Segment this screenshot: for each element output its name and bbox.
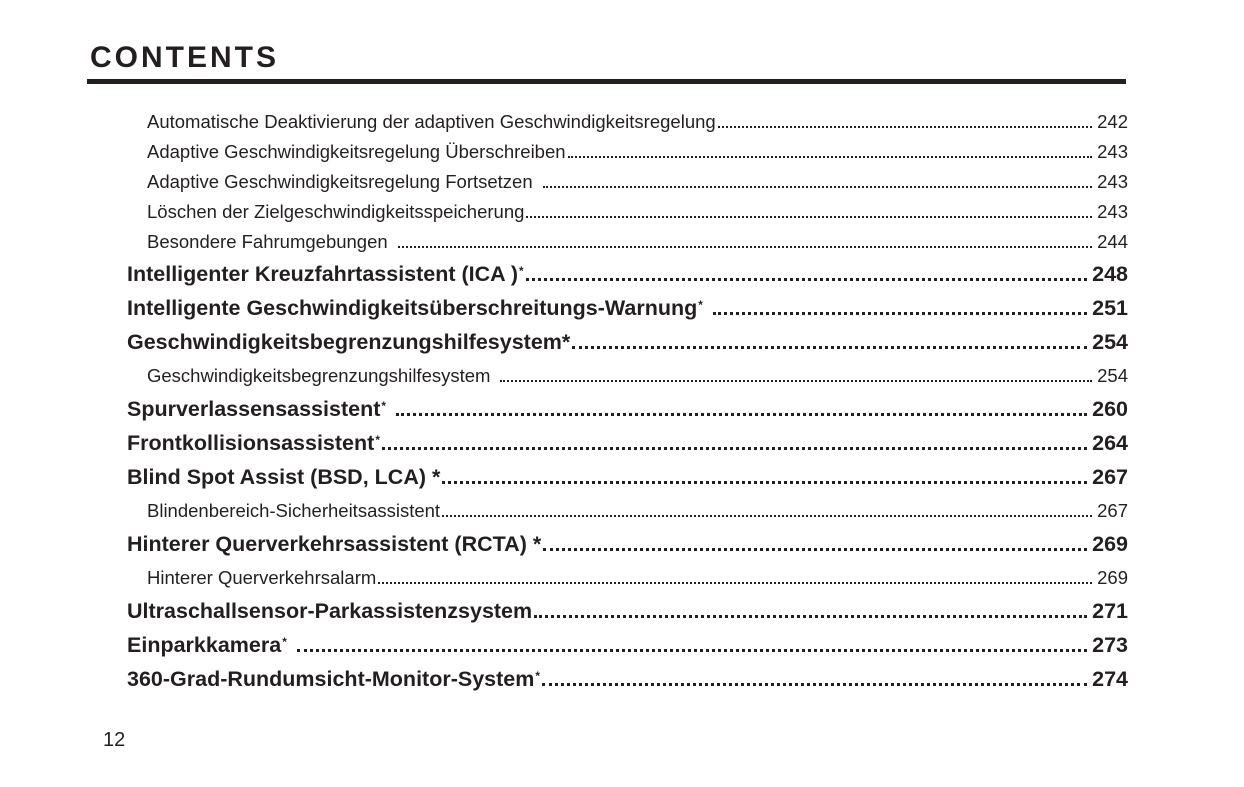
asterisk-footnote-marker: * [698, 297, 703, 312]
toc-entry [127, 426, 1128, 460]
toc-entry [127, 291, 1128, 325]
toc-entry-title: 360-Grad-Rundumsicht-Monitor-System* [127, 667, 540, 691]
toc-entry-title: Einparkkamera* [127, 633, 287, 657]
toc-leader-dots [526, 216, 1092, 218]
toc-leader-dots [543, 186, 1092, 188]
asterisk-footnote-marker: * [375, 432, 380, 447]
toc-leader-dots [442, 481, 1087, 484]
toc-entry [127, 662, 1128, 696]
toc-entry-page: 269 [1092, 532, 1128, 556]
toc-entry-title: Intelligenter Kreuzfahrtassistent (ICA )* [127, 262, 524, 286]
toc-leader-dots [398, 246, 1092, 248]
asterisk-footnote-marker: * [535, 668, 540, 683]
toc-entry-page: 267 [1092, 465, 1128, 489]
toc-entry-page: 243 [1097, 141, 1128, 162]
toc-entry-page: 264 [1092, 431, 1128, 455]
toc-entry-page: 260 [1092, 397, 1128, 421]
toc-entry [127, 628, 1128, 662]
toc-entry-title: Automatische Deaktivierung der adaptiven Geschwindigkeitsregelung [147, 111, 716, 132]
toc-entry-page: 274 [1092, 667, 1128, 691]
toc-leader-dots [713, 312, 1087, 315]
toc-entry-title: Hinterer Querverkehrsalarm [147, 567, 377, 588]
toc-entry-page: 243 [1097, 171, 1128, 192]
toc-entry [127, 227, 1128, 257]
toc-leader-dots [526, 278, 1087, 281]
toc-entry-page: 271 [1092, 599, 1128, 623]
toc-leader-dots [500, 380, 1092, 382]
toc-leader-dots [543, 548, 1087, 551]
asterisk-footnote-marker: * [282, 634, 287, 649]
toc-entry-page: 248 [1092, 262, 1128, 286]
toc-entry-page: 243 [1097, 201, 1128, 222]
toc-entry-title: Löschen der Zielgeschwindigkeitsspeicherung [147, 201, 525, 222]
footer-page-number: 12 [103, 729, 126, 751]
toc-entry [127, 594, 1128, 628]
toc-entry [127, 325, 1128, 359]
toc-entry-page: 251 [1092, 296, 1128, 320]
toc-entry-title: Blindenbereich-Sicherheitsassistent [147, 500, 441, 521]
toc-leader-dots [396, 413, 1087, 416]
header-rule [87, 79, 1126, 84]
asterisk-footnote-marker: * [381, 398, 386, 413]
asterisk-footnote-marker: * [519, 263, 524, 278]
toc-entry-page: 254 [1092, 330, 1128, 354]
toc-leader-dots [534, 615, 1087, 618]
toc-entry [127, 107, 1128, 137]
toc-leader-dots [297, 649, 1087, 652]
toc-leader-dots [572, 346, 1087, 349]
toc-entry-title: Intelligente Geschwindigkeitsüberschreitungs-Warnung* [127, 296, 703, 320]
toc-entry [127, 460, 1128, 494]
toc-entry [127, 561, 1128, 594]
toc-entry-title: Spurverlassensassistent* [127, 397, 386, 421]
toc-entry-title: Adaptive Geschwindigkeitsregelung Überschreiben [147, 141, 566, 162]
toc-entry-page: 267 [1097, 500, 1128, 521]
toc-entry-page: 273 [1092, 633, 1128, 657]
toc-leader-dots [442, 515, 1092, 517]
toc-entry-page: 242 [1097, 111, 1128, 132]
toc-entry-title: Ultraschallsensor-Parkassistenzsystem [127, 599, 533, 623]
toc-entry-title: Geschwindigkeitsbegrenzungshilfesystem* [127, 330, 571, 354]
toc-entry [127, 359, 1128, 392]
toc-entry-page: 244 [1097, 231, 1128, 252]
toc-entry [127, 257, 1128, 291]
toc-entry [127, 494, 1128, 527]
toc-entry [127, 197, 1128, 227]
toc-entry-page: 254 [1097, 365, 1128, 386]
toc-entry-title: Hinterer Querverkehrsassistent (RCTA) * [127, 532, 542, 556]
toc-leader-dots [542, 683, 1087, 686]
toc-entry-title: Geschwindigkeitsbegrenzungshilfesystem [147, 365, 491, 386]
toc-entry-title: Besondere Fahrumgebungen [147, 231, 388, 252]
toc-leader-dots [568, 156, 1093, 158]
page-title: CONTENTS [90, 41, 279, 74]
toc-entry-page: 269 [1097, 567, 1128, 588]
toc-entry [127, 392, 1128, 426]
toc-entry-title: Blind Spot Assist (BSD, LCA) * [127, 465, 441, 489]
toc-leader-dots [378, 582, 1092, 584]
toc-list [127, 107, 1128, 696]
toc-entry [127, 137, 1128, 167]
toc-entry [127, 167, 1128, 197]
contents-header [87, 0, 1126, 84]
toc-entry [127, 527, 1128, 561]
toc-leader-dots [382, 447, 1087, 450]
toc-entry-title: Frontkollisionsassistent* [127, 431, 380, 455]
toc-entry-title: Adaptive Geschwindigkeitsregelung Fortsetzen [147, 171, 533, 192]
toc-leader-dots [718, 126, 1092, 128]
